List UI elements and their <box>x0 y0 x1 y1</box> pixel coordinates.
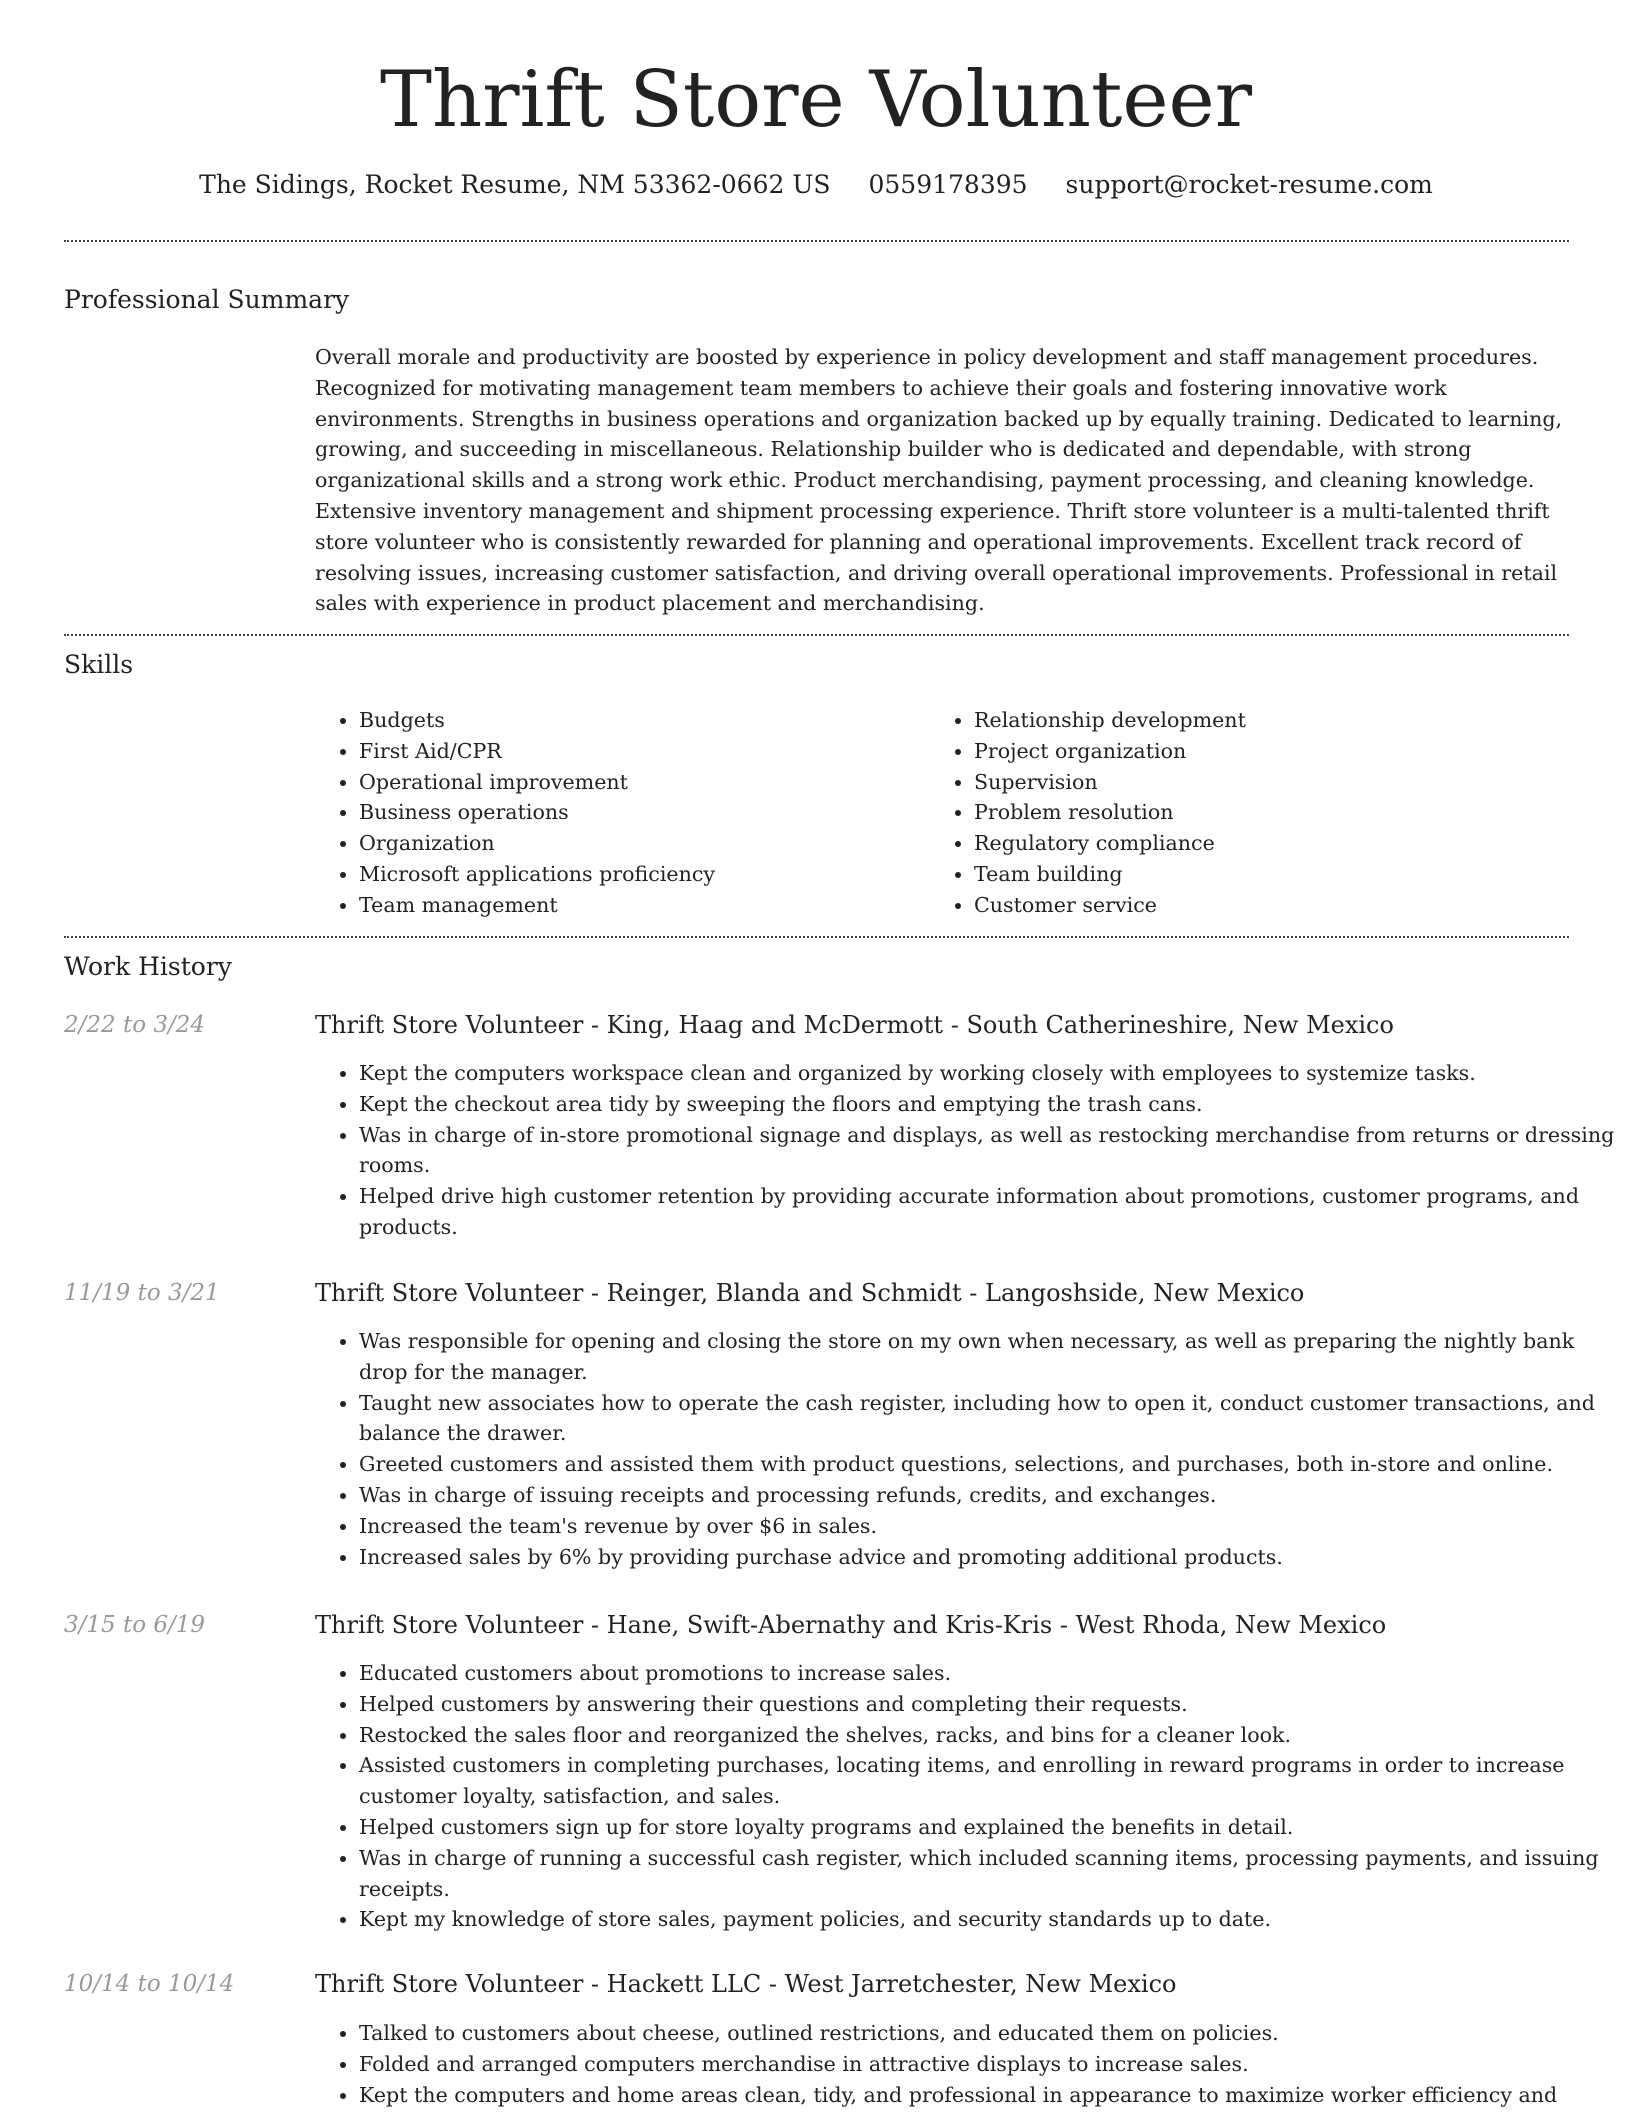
skills-list-right <box>930 705 1246 921</box>
list-item: • Talked to customers about cheese, outlined restrictions, and educated them on policies. <box>359 2018 1621 2049</box>
skill-item: • Supervision <box>974 767 1246 798</box>
skill-item: • Team management <box>359 890 715 921</box>
skill-item: • Operational improvement <box>359 767 715 798</box>
skill-item: • Relationship development <box>974 705 1246 736</box>
list-item: • Was in charge of issuing receipts and processing refunds, credits, and exchanges. <box>359 1480 1621 1511</box>
list-item: • Kept the computers workspace clean and organized by working closely with employees to systemize tasks. <box>359 1058 1621 1089</box>
list-item: • Helped customers by answering their questions and completing their requests. <box>359 1689 1621 1720</box>
skill-item: • Problem resolution <box>974 797 1246 828</box>
job-title: Thrift Store Volunteer - King, Haag and McDermott - South Catherineshire, New Mexico <box>315 1011 1394 1039</box>
job-dates: 11/19 to 3/21 <box>64 1280 220 1306</box>
job-bullets <box>315 1058 1621 1243</box>
skills-heading: Skills <box>64 650 134 679</box>
job-dates: 10/14 to 10/14 <box>64 1971 235 1997</box>
list-item: • Kept my knowledge of store sales, payment policies, and security standards up to date. <box>359 1904 1621 1935</box>
skill-item: • Project organization <box>974 736 1246 767</box>
list-item: • Assisted customers in completing purchases, locating items, and enrolling in reward programs in order to increase customer loyalty, satisfaction, and sales. <box>359 1750 1621 1812</box>
list-item: • Was responsible for opening and closing the store on my own when necessary, as well as preparing the nightly bank drop for the manager. <box>359 1326 1621 1388</box>
skill-item: • First Aid/CPR <box>359 736 715 767</box>
job-bullets <box>315 2018 1621 2110</box>
list-item: • Restocked the sales floor and reorganized the shelves, racks, and bins for a cleaner look. <box>359 1720 1621 1751</box>
skill-item: • Business operations <box>359 797 715 828</box>
skill-item: • Team building <box>974 859 1246 890</box>
skill-item: • Organization <box>359 828 715 859</box>
list-item: • Increased sales by 6% by providing purchase advice and promoting additional products. <box>359 1542 1621 1573</box>
list-item: • Was in charge of in-store promotional signage and displays, as well as restocking merchandise from returns or dressing rooms. <box>359 1120 1621 1182</box>
summary-text: Overall morale and productivity are boosted by experience in policy development and staff management procedures. Recognized for motivating management team members to achieve their goals and fostering innovative work environments. Strengths in business operations and organization backed up by equally training. Dedicated to learning, growing, and succeeding in miscellaneous. Relationship builder who is dedicated and dependable, with strong organizational skills and a strong work ethic. Product merchandising, payment processing, and cleaning knowledge. Extensive inventory management and shipment processing experience. Thrift store volunteer is a multi-talented thrift store volunteer who is consistently rewarded for planning and operational improvements. Excellent track record of resolving issues, increasing customer satisfaction, and driving overall operational improvements. Professional in retail sales with experience in product placement and merchandising. <box>315 345 1563 616</box>
list-item: • Greeted customers and assisted them with product questions, selections, and purchases, both in-store and online. <box>359 1449 1621 1480</box>
divider <box>64 936 1569 938</box>
contact-address: The Sidings, Rocket Resume, NM 53362-0662 US <box>199 170 831 199</box>
contact-phone: 0559178395 <box>868 170 1028 199</box>
list-item: • Folded and arranged computers merchandise in attractive displays to increase sales. <box>359 2049 1621 2080</box>
list-item: • Kept the checkout area tidy by sweeping the floors and emptying the trash cans. <box>359 1089 1621 1120</box>
skill-item: • Budgets <box>359 705 715 736</box>
resume-name: Thrift Store Volunteer <box>380 55 1252 145</box>
contact-email[interactable]: support@rocket-resume.com <box>1065 170 1433 199</box>
skill-item: • Microsoft applications proficiency <box>359 859 715 890</box>
job-dates: 3/15 to 6/19 <box>64 1612 206 1638</box>
list-item: • Helped customers sign up for store loyalty programs and explained the benefits in detail. <box>359 1812 1621 1843</box>
list-item: • Helped drive high customer retention by providing accurate information about promotions, customer programs, and products. <box>359 1181 1621 1243</box>
skill-item: • Regulatory compliance <box>974 828 1246 859</box>
list-item: • Educated customers about promotions to increase sales. <box>359 1658 1621 1689</box>
divider <box>64 240 1569 242</box>
contact-line <box>0 168 1632 202</box>
list-item: • Taught new associates how to operate the cash register, including how to open it, conduct customer transactions, and balance the drawer. <box>359 1388 1621 1450</box>
job-title: Thrift Store Volunteer - Hackett LLC - West Jarretchester, New Mexico <box>315 1970 1177 1998</box>
skill-item: • Customer service <box>974 890 1246 921</box>
job-title: Thrift Store Volunteer - Hane, Swift-Abernathy and Kris-Kris - West Rhoda, New Mexico <box>315 1611 1387 1639</box>
divider <box>64 634 1569 636</box>
job-bullets <box>315 1326 1621 1572</box>
work-history-heading: Work History <box>64 952 232 981</box>
list-item: • Kept the computers and home areas clean, tidy, and professional in appearance to maximize worker efficiency and <box>359 2080 1621 2111</box>
job-title: Thrift Store Volunteer - Reinger, Blanda and Schmidt - Langoshside, New Mexico <box>315 1279 1305 1307</box>
list-item: • Was in charge of running a successful cash register, which included scanning items, processing payments, and issuing receipts. <box>359 1843 1621 1905</box>
skills-list-left <box>315 705 715 921</box>
job-dates: 2/22 to 3/24 <box>64 1012 206 1038</box>
list-item: • Increased the team's revenue by over $6 in sales. <box>359 1511 1621 1542</box>
summary-heading: Professional Summary <box>64 285 350 314</box>
job-bullets <box>315 1658 1621 1935</box>
